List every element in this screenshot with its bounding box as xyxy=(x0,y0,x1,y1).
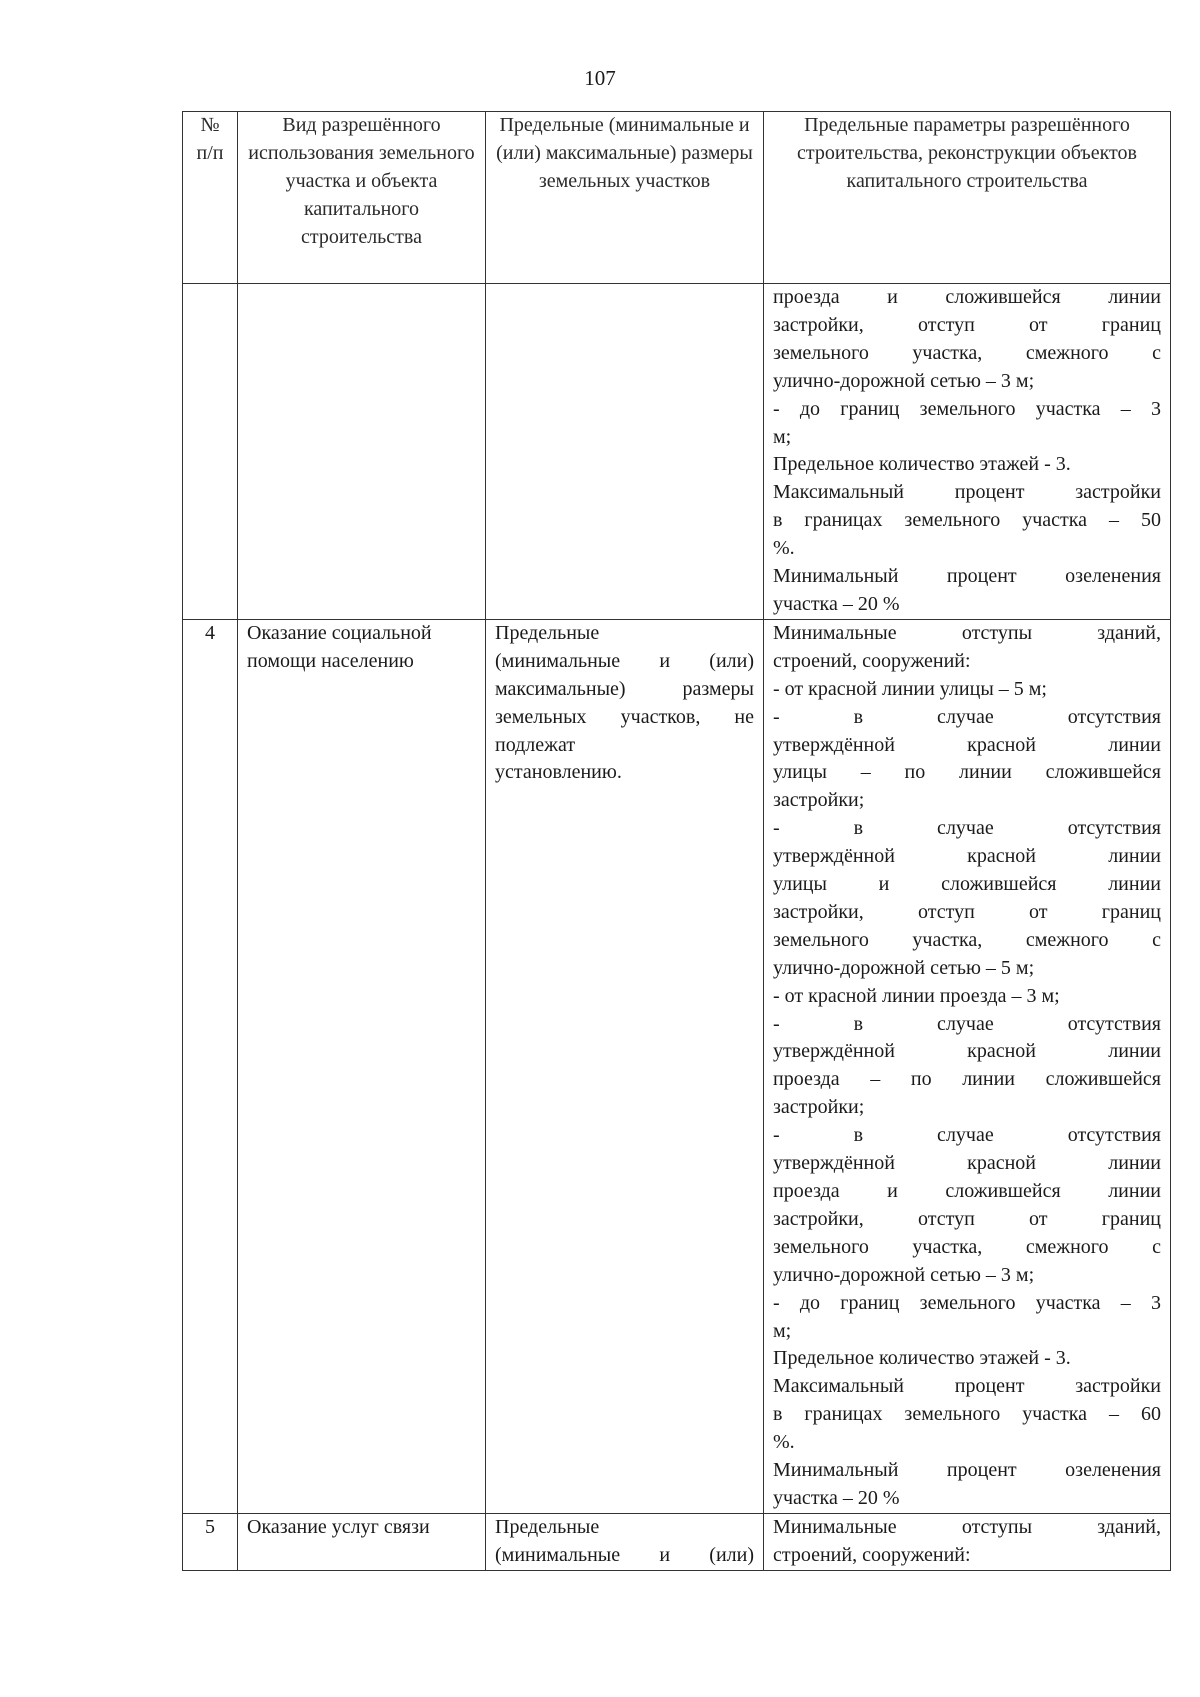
param-line: земельного участка, смежного с xyxy=(773,341,1161,364)
row-sizes xyxy=(486,284,764,620)
row-params xyxy=(764,284,1171,620)
size-line: подлежат xyxy=(495,733,576,756)
param-line: - до границ земельного участка – 3 xyxy=(773,1291,1161,1314)
param-line: утверждённой красной линии xyxy=(773,733,1161,756)
size-line: (минимальные и (или) xyxy=(495,1543,754,1566)
param-line: Минимальный процент озеленения xyxy=(773,1459,1161,1482)
param-line: - в случае отсутствия xyxy=(773,705,1161,728)
param-line: - от красной линии проезда – 3 м; xyxy=(773,984,1060,1007)
size-line: максимальные) размеры xyxy=(495,677,754,700)
header-number: № п/п xyxy=(183,112,238,284)
table-row xyxy=(183,1513,1171,1570)
param-line: в границах земельного участка – 60 xyxy=(773,1403,1161,1426)
param-line: Максимальный процент застройки xyxy=(773,1375,1161,1398)
param-line: проезда и сложившейся линии xyxy=(773,1180,1161,1202)
param-line: улично-дорожной сетью – 3 м; xyxy=(773,369,1035,392)
header-params: Предельные параметры разрешённого строительства, реконструкции объектов капитального строительства xyxy=(764,112,1171,284)
size-line: установлению. xyxy=(495,761,622,784)
row-use-type xyxy=(238,284,486,620)
size-line: Предельные xyxy=(495,1515,600,1538)
page-number: 107 xyxy=(584,66,616,90)
param-line: Минимальные отступы зданий, xyxy=(773,1515,1161,1538)
param-line: Минимальные отступы зданий, xyxy=(773,621,1161,644)
param-line: м; xyxy=(773,425,792,448)
param-line: улицы – по линии сложившейся xyxy=(773,761,1161,784)
param-line: - в случае отсутствия xyxy=(773,1124,1161,1147)
param-line: застройки, отступ от границ xyxy=(773,1207,1161,1230)
table-row xyxy=(183,619,1171,1513)
row-sizes xyxy=(486,619,764,1513)
row-sizes xyxy=(486,1513,764,1570)
param-line: м; xyxy=(773,1319,792,1342)
param-line: %. xyxy=(773,1431,795,1454)
param-line: улицы и сложившейся линии xyxy=(773,873,1161,896)
param-line: - от красной линии улицы – 5 м; xyxy=(773,677,1047,700)
param-line: проезда – по линии сложившейся xyxy=(773,1068,1161,1091)
row-number: 5 xyxy=(183,1513,238,1570)
header-sizes: Предельные (минимальные и (или) максимальные) размеры земельных участков xyxy=(486,112,764,284)
row-number: 4 xyxy=(183,619,238,1513)
param-line: земельного участка, смежного с xyxy=(773,928,1161,951)
param-line: улично-дорожной сетью – 3 м; xyxy=(773,1263,1035,1286)
row-number xyxy=(183,284,238,620)
param-line: - в случае отсутствия xyxy=(773,1012,1161,1035)
table-header-row xyxy=(183,112,1171,284)
param-line: застройки, отступ от границ xyxy=(773,900,1161,923)
param-line: земельного участка, смежного с xyxy=(773,1235,1161,1258)
param-line: застройки; xyxy=(773,1096,865,1119)
size-line: земельных участков, не xyxy=(495,705,754,728)
row-use-type: Оказание социальной помощи населению xyxy=(238,619,486,1513)
regulations-table xyxy=(182,111,1171,1571)
row-params xyxy=(764,619,1171,1513)
param-line: утверждённой красной линии xyxy=(773,1152,1161,1175)
param-line: проезда и сложившейся линии xyxy=(773,286,1161,308)
param-line: строений, сооружений: xyxy=(773,649,971,672)
param-line: строений, сооружений: xyxy=(773,1543,971,1566)
param-line: - в случае отсутствия xyxy=(773,817,1161,840)
param-line: Минимальный процент озеленения xyxy=(773,565,1161,588)
param-line: %. xyxy=(773,537,795,560)
row-use-type: Оказание услуг связи xyxy=(238,1513,486,1570)
table-row xyxy=(183,284,1171,620)
row-params xyxy=(764,1513,1171,1570)
param-line: участка – 20 % xyxy=(773,592,900,615)
param-line: утверждённой красной линии xyxy=(773,845,1161,868)
param-line: участка – 20 % xyxy=(773,1486,900,1509)
size-line: (минимальные и (или) xyxy=(495,649,754,672)
size-line: Предельные xyxy=(495,621,600,644)
param-line: Предельное количество этажей - 3. xyxy=(773,453,1071,476)
param-line: застройки; xyxy=(773,789,865,812)
param-line: улично-дорожной сетью – 5 м; xyxy=(773,956,1035,979)
param-line: в границах земельного участка – 50 xyxy=(773,509,1161,532)
param-line: Предельное количество этажей - 3. xyxy=(773,1347,1071,1370)
param-line: застройки, отступ от границ xyxy=(773,313,1161,336)
param-line: утверждённой красной линии xyxy=(773,1040,1161,1063)
param-line: - до границ земельного участка – 3 xyxy=(773,397,1161,420)
header-use-type: Вид разрешённого использования земельного участка и объекта капитального строительства xyxy=(238,112,486,284)
param-line: Максимальный процент застройки xyxy=(773,481,1161,504)
